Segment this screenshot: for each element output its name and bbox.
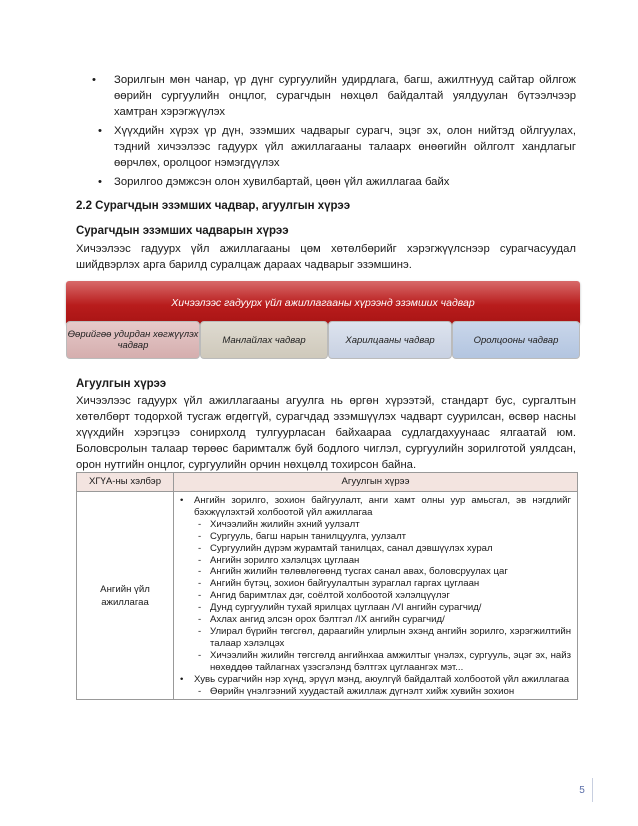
dash-marker: - bbox=[198, 685, 202, 697]
goal-bullet-list bbox=[92, 72, 576, 190]
page-number-divider bbox=[592, 778, 593, 802]
content-list bbox=[180, 495, 571, 697]
subheading-skills: Сурагчдын эзэмших чадварын хүрээ bbox=[76, 225, 289, 237]
skills-diagram bbox=[66, 281, 580, 361]
table-row bbox=[77, 492, 578, 700]
list-item-dash: - Хичээлийн жилийн эхний уулзалт bbox=[198, 518, 360, 530]
list-item-dash: - Сургууль, багш нарын танилцуулга, уулзалт bbox=[198, 530, 407, 542]
paragraph-content: Хичээлээс гадуурх үйл ажиллагааны агуулга нь өргөн хүрээтэй, стандарт бус, сургалтын хөтөлбөрт тодорхой тусгаж өгдөггүй, сурагчдад эзэмшүүлэх чадварт суурилсан, өсвөр насны хүүхдийн хэрэгцээ сонирхолд тулгуурласан байхаараа судлагдахуунаас ялгаатай юм. Боловсролын талаар төрөөс баримталж буй бодлого чиглэл, сургуулийн зорилготой уялдсан, орон нутгийн онцлог, сургуулийн орчин нөхцөлд тохирсон байна. bbox=[76, 395, 576, 471]
bullet-item: • Зорилгын мөн чанар, үр дүнг сургуулийн удирдлага, багш, ажилтнууд сайтар ойлгож өөрийн сургуулийн онцлог, сурагчдын нөхцөл байдалтай уялдуулан бүтээлчээр хамтран хэрэгжүүлэх bbox=[92, 74, 576, 118]
diagram-box-participation: Оролцооны чадвар bbox=[452, 321, 580, 359]
dash-marker: - bbox=[198, 530, 202, 542]
section-title: 2.2 Сурагчдын эзэмших чадвар, агуулгын хүрээ bbox=[76, 200, 351, 212]
bullet-item: • Зорилгоо дэмжсэн олон хувилбартай, цөөн үйл ажиллагаа байх bbox=[98, 176, 450, 188]
bullet-marker: • bbox=[92, 74, 96, 86]
list-item-dash: - Ангид баримтлах дэг, соёлтой холбоотой хэлэлцүүлэг bbox=[198, 590, 450, 602]
row-label: Ангийн үйл ажиллагаа bbox=[77, 492, 174, 700]
dash-marker: - bbox=[198, 614, 202, 626]
list-item-dash: - Ахлах ангид элсэн орох бэлтгэл /IX ангийн сурагчид/ bbox=[198, 614, 445, 626]
dash-marker: - bbox=[198, 518, 202, 530]
bullet-marker: • bbox=[180, 673, 184, 685]
list-item-bullet: • Ангийн зорилго, зохион байгуулалт, анги хамт олны уур амьсгал, эв нэгдлийг бэхжүүлэхтэй холбоотой үйл ажиллагаа bbox=[180, 495, 571, 518]
diagram-header: Хичээлээс гадуурх үйл ажиллагааны хүрээнд эзэмших чадвар bbox=[66, 281, 580, 325]
diagram-box-leadership: Манлайлах чадвар bbox=[200, 321, 328, 359]
dash-marker: - bbox=[198, 566, 202, 578]
dash-marker: - bbox=[198, 554, 202, 566]
list-item-dash: - Сургуулийн дүрэм журамтай танилцах, санал дэвшүүлэх хурал bbox=[198, 542, 493, 554]
content-table bbox=[76, 472, 578, 700]
list-item-dash: - Дунд сургуулийн тухай ярилцах цуглаан /VI ангийн сурагчид/ bbox=[198, 602, 482, 614]
page-number: 5 bbox=[579, 785, 585, 796]
bullet-marker: • bbox=[98, 125, 102, 137]
bullet-marker: • bbox=[180, 495, 184, 506]
list-item-dash: - Ангийн жилийн төлөвлөгөөнд тусгах санал авах, боловсруулах цаг bbox=[198, 566, 508, 578]
paragraph-skills: Хичээлээс гадуурх үйл ажиллагааны цөм хөтөлбөрийг хэрэгжүүлснээр сурагчасуудал шийдвэрлэх арга барилд суралцаж дараах чадварыг эзэмшинэ. bbox=[76, 243, 576, 271]
list-item-dash: - Ангийн бүтэц, зохион байгуулалтын зураглал гаргах цуглаан bbox=[198, 578, 480, 590]
list-item-dash: - Өөрийн үнэлгээний хуудастай ажиллаж дүгнэлт хийж хувийн зохион bbox=[198, 685, 515, 697]
row-content bbox=[174, 492, 578, 700]
diagram-box-communication: Харилцааны чадвар bbox=[328, 321, 452, 359]
dash-marker: - bbox=[198, 625, 202, 637]
list-item-dash: - Улирал бүрийн төгсгөл, дараагийн улирлын эхэнд ангийн зорилго, хэрэгжилтийн талаар хэлэлцэх bbox=[198, 625, 571, 649]
bullet-marker: • bbox=[98, 176, 102, 188]
table-header-content: Агуулгын хүрээ bbox=[174, 473, 578, 492]
table-header-row bbox=[77, 473, 578, 492]
dash-marker: - bbox=[198, 578, 202, 590]
list-item-bullet: • Хувь сурагчийн нэр хүнд, эрүүл мэнд, аюулгүй байдалтай холбоотой үйл ажиллагаа bbox=[180, 673, 570, 685]
subheading-content: Агуулгын хүрээ bbox=[76, 378, 167, 390]
list-item-dash: - Хичээлийн жилийн төгсгөлд ангийнхаа амжилтыг үнэлэх, сургууль, эцэг эх, найз нөхөддөө тайлагнах үзэсгэлэнд бэлтгэх цуглаангэх мэт... bbox=[198, 649, 571, 673]
bullet-item: • Хүүхдийн хүрэх үр дүн, эзэмших чадварыг сурагч, эцэг эх, олон нийтэд ойлгуулах, тэдний хичээлээс гадуурх үйл ажиллагааны талаарх өнөөгийн ойлголт хандлагыг өөрчлөх, оролцоог нэмэгдүүлэх bbox=[98, 125, 576, 169]
list-item-dash: - Ангийн зорилго хэлэлцэх цуглаан bbox=[198, 554, 360, 566]
dash-marker: - bbox=[198, 649, 202, 661]
dash-marker: - bbox=[198, 590, 202, 602]
dash-marker: - bbox=[198, 602, 202, 614]
table-header-form: ХГҮА-ны хэлбэр bbox=[77, 473, 174, 492]
diagram-box-self-development: Өөрийгөө удирдан хөгжүүлэх чадвар bbox=[66, 321, 200, 359]
dash-marker: - bbox=[198, 542, 202, 554]
